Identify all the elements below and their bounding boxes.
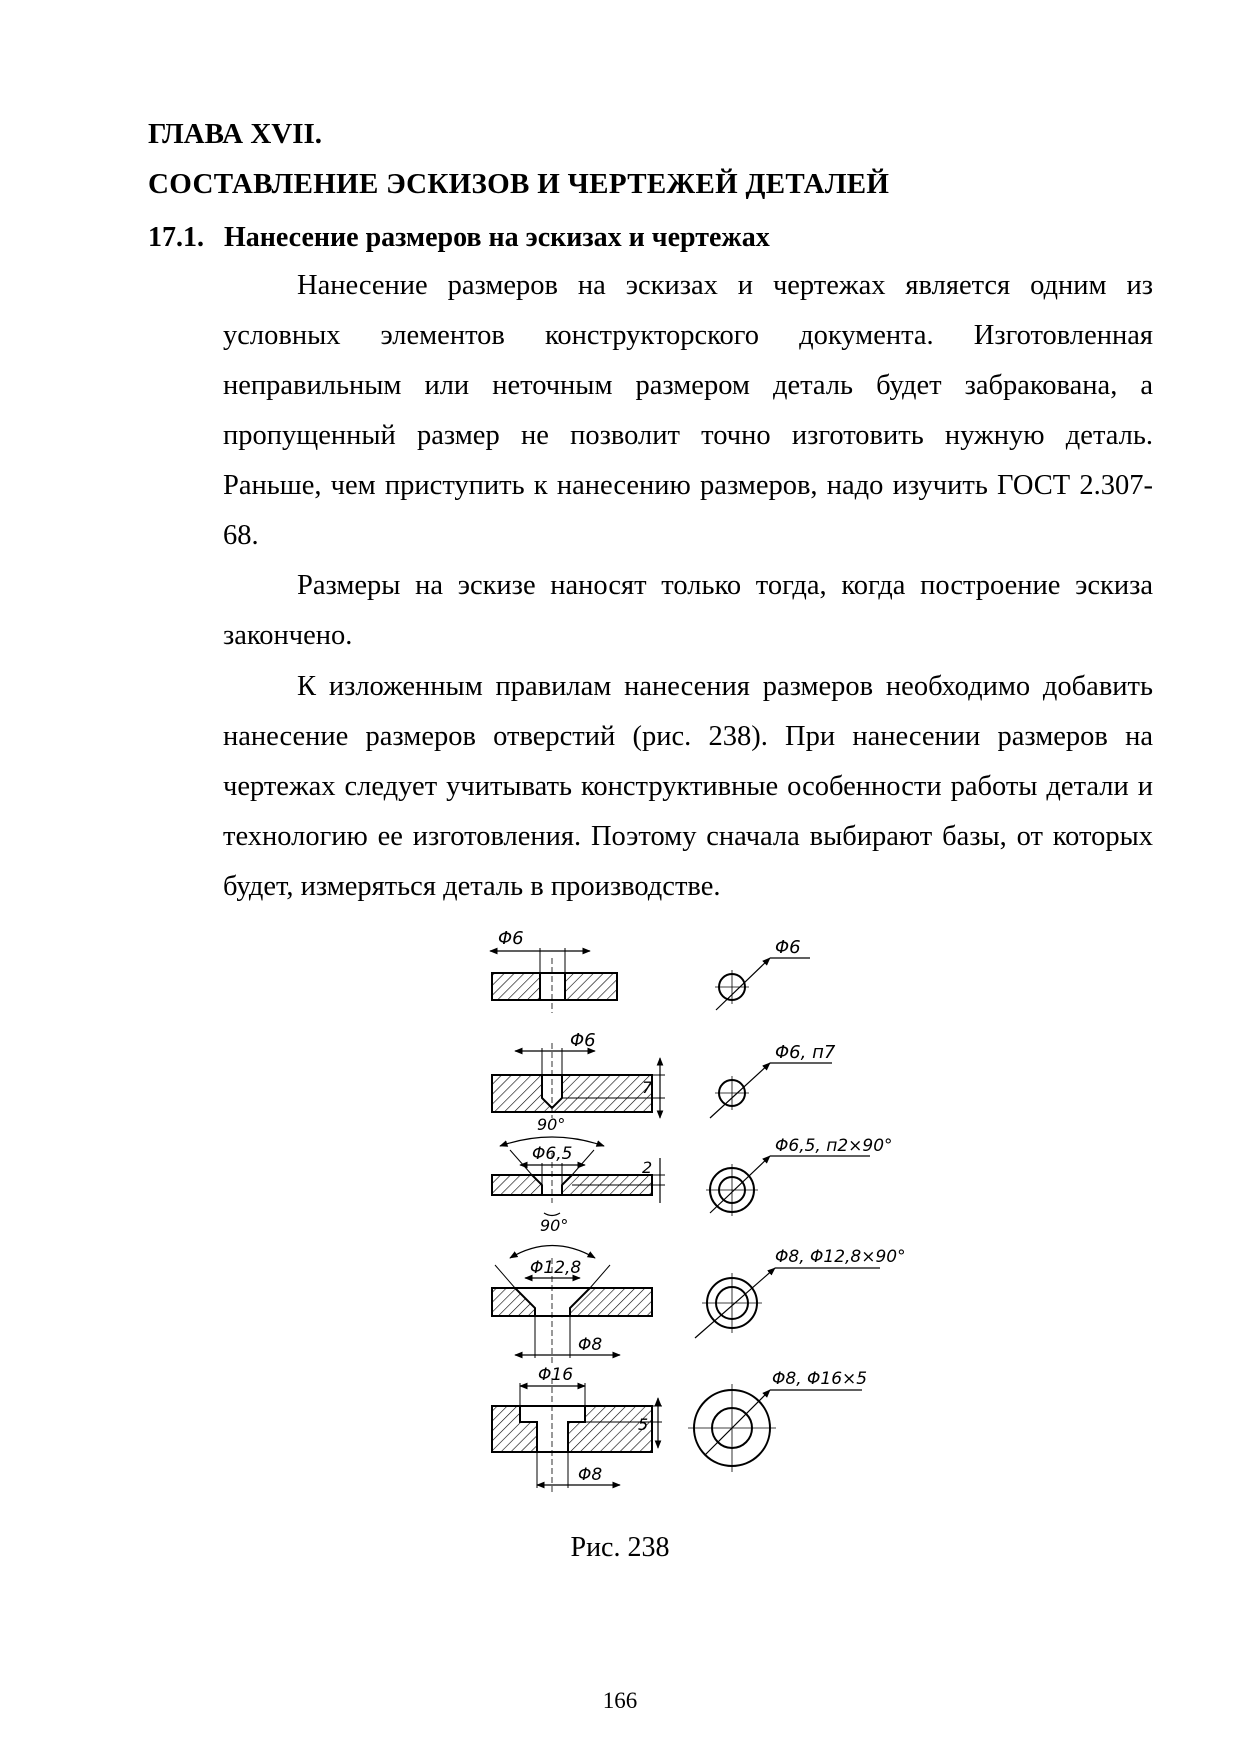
row3-section-view <box>492 1137 665 1216</box>
chapter-heading: ГЛАВА XVII. <box>148 118 323 150</box>
row1-left-diameter-label: Φ6 <box>498 928 524 949</box>
row4-right-label: Φ8, Φ12,8×90° <box>775 1247 906 1267</box>
figure-caption: Рис. 238 <box>570 1532 670 1563</box>
row1-plan-view <box>715 958 810 1010</box>
row5-top-label: Φ16 <box>538 1365 574 1385</box>
section-number: 17.1. <box>148 222 204 253</box>
row5-section-view <box>492 1378 662 1493</box>
section-title: Нанесение размеров на эскизах и чертежах <box>224 222 770 253</box>
page-number: 166 <box>602 1688 638 1713</box>
chapter-title: СОСТАВЛЕНИЕ ЭСКИЗОВ И ЧЕРТЕЖЕЙ ДЕТАЛЕЙ <box>148 168 890 200</box>
row5-plan-view <box>688 1384 862 1472</box>
paragraph-text: Нанесение размеров на эскизах и чертежах является одним из условных элементов конструкторского документа. Изготовленная неправильным или неточным размером деталь будет забракована, а пропущенный размер не позволит точно изготовить нужную деталь. Раньше, чем приступить к нанесению размеров, надо изучить ГОСТ 2.307-68. <box>223 270 1153 551</box>
row4-top-label: Φ12,8 <box>530 1258 582 1278</box>
figure-drawing <box>470 928 940 1513</box>
row3-right-label: Φ6,5, п2×90° <box>775 1136 893 1156</box>
hole-dimensioning-figure <box>470 928 940 1513</box>
row2-depth-label: 7 <box>642 1078 653 1097</box>
paragraph-text: К изложенным правилам нанесения размеров необходимо добавить нанесение размеров отверстий (рис. 238). При нанесении размеров на чертежах следует учитывать конструктивные особенности работы детали и технологию ее изготовления. Поэтому сначала выбирают базы, от которых будет, измеряться деталь в производстве. <box>223 671 1153 902</box>
row2-section-view <box>492 1043 665 1118</box>
row2-angle-label: 90° <box>537 1115 566 1134</box>
row1-section-view <box>490 948 617 1013</box>
row5-depth-label: 5 <box>638 1415 649 1434</box>
paragraph-1 <box>223 261 1153 561</box>
section-heading <box>148 222 770 254</box>
row3-angle-label: 90° <box>540 1216 569 1235</box>
row1-right-diameter-label: Φ6 <box>775 937 801 958</box>
row2-plan-view <box>710 1063 832 1118</box>
row2-left-diameter-label: Φ6 <box>570 1030 596 1051</box>
paragraph-text: Размеры на эскизе наносят только тогда, когда построение эскиза закончено. <box>223 570 1153 651</box>
paragraph-2 <box>223 561 1153 661</box>
row4-plan-view <box>695 1268 880 1338</box>
row5-right-label: Φ8, Φ16×5 <box>772 1369 868 1389</box>
paragraph-3 <box>223 662 1153 912</box>
row3-diameter-label: Φ6,5 <box>532 1144 573 1164</box>
row3-depth-label: 2 <box>642 1158 653 1177</box>
row3-plan-view <box>706 1156 870 1216</box>
row2-right-label: Φ6, п7 <box>775 1042 836 1063</box>
row5-bottom-label: Φ8 <box>578 1465 603 1485</box>
row4-bottom-label: Φ8 <box>578 1335 603 1355</box>
